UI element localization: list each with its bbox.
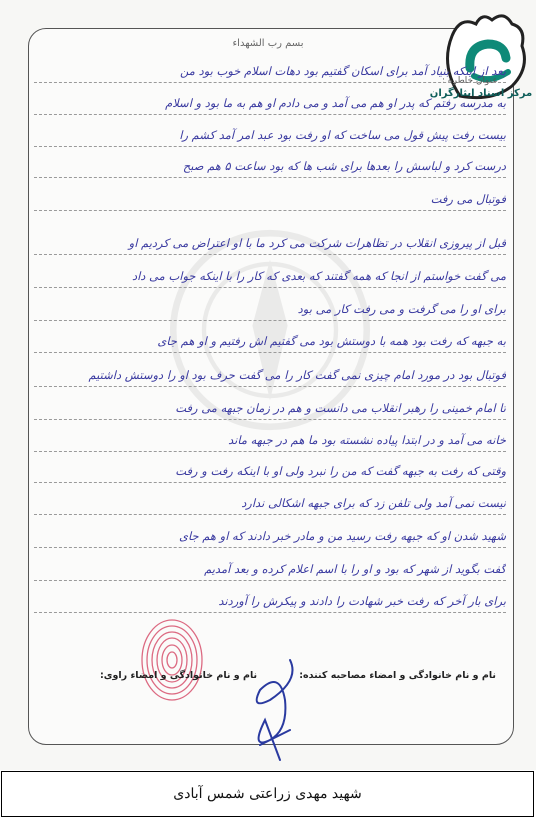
ruled-line bbox=[34, 320, 506, 321]
handwritten-line: درست کرد و لباسش را بعدها برای شب ها که بود ساعت ۵ هم صبح bbox=[182, 159, 506, 173]
ruled-line bbox=[34, 451, 506, 452]
handwritten-line: وقتی که رفت به جبهه گفت که من را نبرد ولی او با اینکه رفت و رفت bbox=[175, 464, 506, 478]
ruled-line bbox=[34, 352, 506, 353]
handwritten-line: شهید شدن او که جبهه رفت رسید من و مادر خبر دادند که او هم جای bbox=[179, 529, 506, 543]
ruled-line bbox=[34, 177, 506, 178]
basmala-header: بسم رب الشهداء bbox=[232, 38, 304, 49]
handwritten-line: تا امام خمینی را رهبر انقلاب می دانست و هم در زمان جبهه می رفت bbox=[175, 401, 506, 415]
ruled-line bbox=[34, 287, 506, 288]
ruled-line bbox=[34, 419, 506, 420]
ruled-line bbox=[34, 82, 506, 83]
handwritten-line: فوتبال بود در مورد امام چیزی نمی گفت کار را می گفت حرف بود او را دوستش داشتیم bbox=[88, 368, 506, 382]
ruled-line bbox=[34, 547, 506, 548]
handwritten-line: قبل از پیروزی انقلاب در تظاهرات شرکت می کرد ما با او اعتراض می کردیم او bbox=[128, 236, 506, 250]
interviewer-label: نام و نام خانوادگی و امضاء مصاحبه کننده: bbox=[299, 670, 496, 681]
ruled-line bbox=[34, 386, 506, 387]
handwritten-line: گفت بگوید از شهر که بود و او را با اسم اعلام کرده و بعد آمدیم bbox=[204, 562, 506, 576]
handwritten-line: نیست نمی آمد ولی تلفن زد که برای جبهه اشکالی ندارد bbox=[241, 496, 506, 510]
handwritten-line: برای او را می گرفت و می رفت کار می بود bbox=[297, 302, 506, 316]
ruled-line bbox=[34, 580, 506, 581]
ruled-line bbox=[34, 114, 506, 115]
handwritten-line: بعد از اینکه بنیاد آمد برای اسکان گفتیم بود دهات اسلام خوب بود من bbox=[180, 64, 506, 78]
handwritten-line: می گفت خواستم از انجا که همه گفتند که بعدی که کار را با اینکه جواب می داد bbox=[131, 269, 506, 283]
logo-caption: مرکز اسناد ایثارگران bbox=[429, 88, 533, 99]
ruled-line bbox=[34, 254, 506, 255]
handwritten-line: خانه می آمد و در ابتدا پیاده نشسته بود ما هم در جبهه ماند bbox=[228, 433, 506, 447]
ruled-line bbox=[34, 210, 506, 211]
signature-mark bbox=[230, 650, 310, 770]
ruled-line bbox=[34, 612, 506, 613]
handwritten-line: بیست رفت پیش قول می ساخت که او رفت بود عبد امر آمد کشم را bbox=[179, 128, 506, 142]
ruled-line bbox=[34, 482, 506, 483]
handwritten-line: برای بار آخر که رفت خبر شهادت را دادند و پیکرش را آوردند bbox=[218, 594, 506, 608]
handwritten-line: به مدرسه رفتم که پدر او هم می آمد و می دادم او هم به ما بود و اسلام bbox=[165, 96, 506, 110]
narrator-label: نام و نام خانوادگی و امضاء راوی: bbox=[100, 670, 258, 681]
ruled-line bbox=[34, 514, 506, 515]
handwritten-line: فوتبال می رفت bbox=[430, 192, 506, 206]
handwritten-line: به جبهه که رفت بود همه با دوستش بود می گفتیم اش رفتیم و او هم جای bbox=[157, 334, 506, 348]
ruled-line bbox=[34, 146, 506, 147]
memory-title-label: عنوان خاطره : bbox=[442, 76, 498, 86]
fingerprint-stamp-icon bbox=[132, 610, 212, 710]
martyr-name-caption: شهید مهدی زراعتی شمس آبادی bbox=[1, 771, 534, 817]
